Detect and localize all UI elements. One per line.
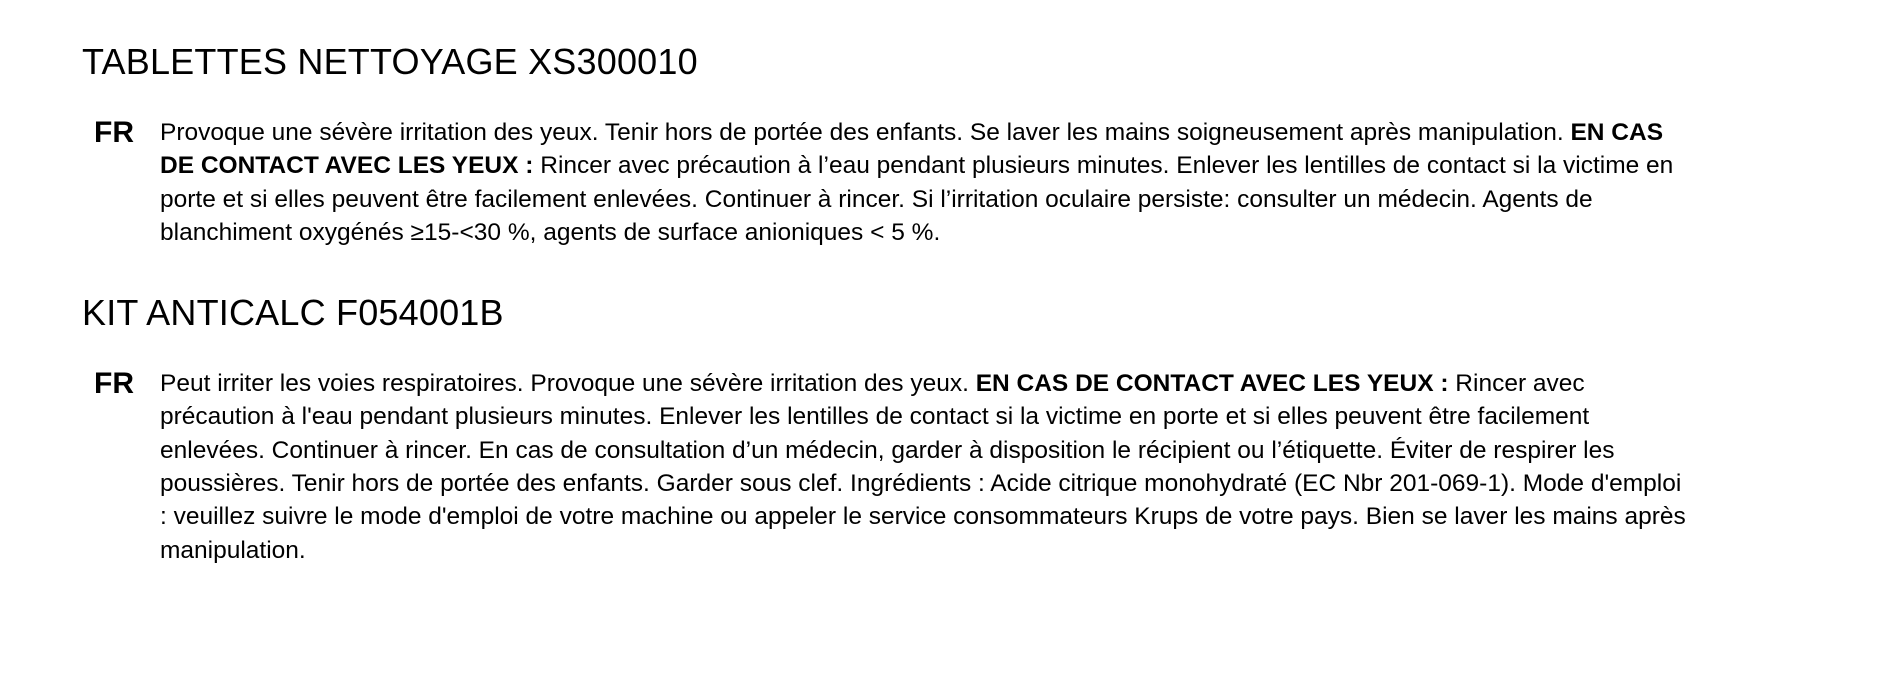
safety-text-bold: EN CAS DE CONTACT AVEC LES YEUX : [160,119,1664,180]
safety-text-end: Rincer avec précaution à l’eau pendant plusieurs minutes. Enlever les lentilles de contact si la victime en porte et si elles peuvent être facilement enlevées. Continuer à rincer. Si l’irritation oculaire persiste: consulter un médecin. Agents de blanchiment oxygénés ≥15-<30 %, agents de surface anioniques < 5 %. [160,152,1674,246]
language-entry [82,367,1722,567]
safety-text-start: Peut irriter les voies respiratoires. Provoque une sévère irritation des yeux. [160,370,976,398]
safety-text [160,367,1722,567]
safety-text-start: Provoque une sévère irritation des yeux. Tenir hors de portée des enfants. Se laver les mains soigneusement après manipulation. [160,119,1571,146]
document [82,38,1722,607]
safety-text [160,116,1722,249]
language-entry [82,116,1722,249]
safety-text-end: Rincer avec précaution à l'eau pendant plusieurs minutes. Enlever les lentilles de contact si la victime en porte et si elles peuvent être facilement enlevées. Continuer à rincer. En cas de consultation d’un médecin, garder à disposition le récipient ou l’étiquette. Éviter de respirer les poussières. Tenir hors de portée des enfants. Garder sous clef. Ingrédients : Acide citrique monohydraté (EC Nbr 201-069-1). Mode d'emploi : veuillez suivre le mode d'emploi de votre machine ou appeler le service consommateurs Krups de votre pays. Bien se laver les mains après manipulation. [160,370,1686,564]
language-code: FR [94,116,134,149]
product-title: KIT ANTICALC F054001B [82,292,504,334]
product-title: TABLETTES NETTOYAGE XS300010 [82,41,698,82]
safety-text-bold: EN CAS DE CONTACT AVEC LES YEUX : [975,370,1449,398]
product-section-tablettes [82,38,1722,249]
language-code: FR [94,367,134,401]
product-section-anticalc [82,289,1722,567]
